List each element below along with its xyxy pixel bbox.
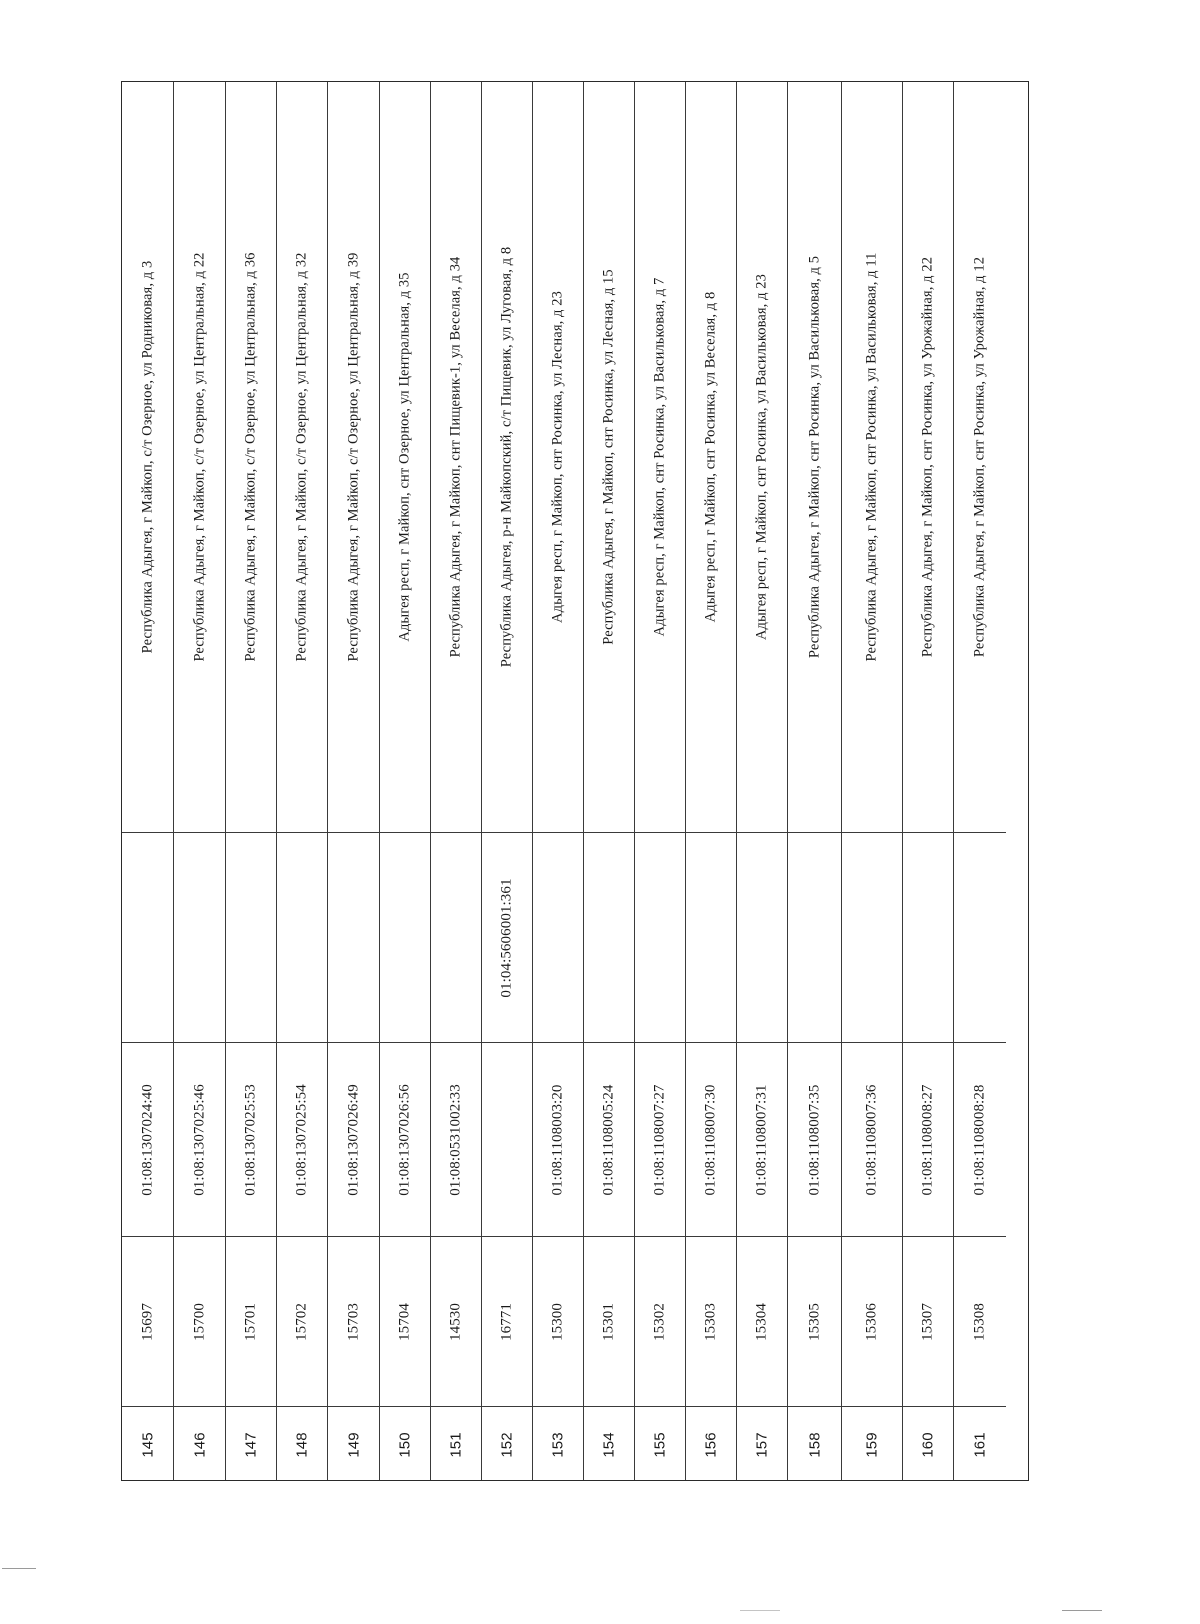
num-text: 151: [447, 1431, 465, 1458]
address-cell: [954, 82, 1006, 832]
row-number-cell: [842, 1406, 902, 1482]
scan-artifact: [740, 1610, 780, 1611]
cadastral-number-cell: [954, 832, 1006, 1042]
num-text: 146: [191, 1431, 208, 1458]
address-text: Республика Адыгея, г Майкоп, с/т Озерное, ул Центральная, д 39: [345, 252, 361, 662]
table-row: [903, 82, 954, 1480]
num-text: 155: [651, 1431, 669, 1458]
address-cell: [686, 82, 736, 832]
id-text: 15302: [651, 1302, 668, 1341]
id-text: 15308: [971, 1302, 988, 1341]
id-text: 15701: [242, 1302, 259, 1341]
scan-artifact: [2, 1568, 36, 1569]
address-cell: [174, 82, 225, 832]
id-text: 15300: [549, 1302, 566, 1341]
parcel-number-cell: [954, 1042, 1006, 1236]
table-row: [737, 82, 788, 1480]
cadastral-number-cell: [277, 832, 327, 1042]
num-text: 149: [345, 1431, 362, 1458]
address-text: Республика Адыгея, г Майкоп, снт Росинка, ул Урожайная, д 12: [971, 256, 988, 658]
num-text: 154: [600, 1431, 618, 1458]
row-number-cell: [122, 1406, 173, 1482]
object-id-cell: [533, 1236, 583, 1406]
table-row: [788, 82, 842, 1480]
address-cell: [737, 82, 787, 832]
parcel-text: 01:08:1307026:56: [396, 1083, 413, 1196]
address-cell: [431, 82, 481, 832]
table-row: [226, 82, 277, 1480]
id-text: 15704: [396, 1302, 413, 1341]
parcel-number-cell: [277, 1042, 327, 1236]
address-cell: [635, 82, 685, 832]
address-cell: [122, 82, 173, 832]
cadastral-number-cell: [686, 832, 736, 1042]
row-number-cell: [954, 1406, 1006, 1482]
table-row: [174, 82, 226, 1480]
parcel-text: 01:08:1108008:28: [971, 1083, 988, 1196]
object-id-cell: [380, 1236, 430, 1406]
cadastral-number-cell: [380, 832, 430, 1042]
table-row: [635, 82, 686, 1480]
cadastral-number-cell: [431, 832, 481, 1042]
object-id-cell: [277, 1236, 327, 1406]
row-number-cell: [788, 1406, 841, 1482]
row-number-cell: [686, 1406, 736, 1482]
num-text: 148: [293, 1431, 311, 1458]
num-text: 145: [139, 1431, 156, 1458]
address-cell: [277, 82, 327, 832]
object-id-cell: [903, 1236, 953, 1406]
registry-table: [121, 81, 1029, 1481]
cadastral-number-cell: [226, 832, 276, 1042]
cadastral-number-cell: [584, 832, 634, 1042]
parcel-text: 01:08:0531002:33: [447, 1083, 464, 1196]
address-text: Адыгея респ, г Майкоп, снт Росинка, ул Лесная, д 23: [549, 291, 566, 623]
table-row: [122, 82, 174, 1480]
id-text: 15702: [293, 1302, 310, 1341]
parcel-text: 01:08:1108008:27: [919, 1083, 936, 1196]
cadastral-number-cell: [174, 832, 225, 1042]
address-text: Адыгея респ, г Майкоп, снт Росинка, ул Васильковая, д 23: [753, 273, 770, 641]
object-id-cell: [954, 1236, 1006, 1406]
id-text: 15305: [806, 1302, 822, 1341]
object-id-cell: [635, 1236, 685, 1406]
object-id-cell: [842, 1236, 902, 1406]
table-row: [431, 82, 482, 1480]
cadastral-number-cell: [328, 832, 379, 1042]
address-cell: [842, 82, 902, 832]
num-text: 150: [396, 1431, 414, 1458]
row-number-cell: [482, 1406, 532, 1482]
table-row: [277, 82, 328, 1480]
address-cell: [584, 82, 634, 832]
parcel-text: 01:08:1108007:35: [806, 1083, 822, 1196]
row-number-cell: [174, 1406, 225, 1482]
parcel-text: 01:08:1307025:53: [242, 1083, 259, 1196]
id-text: 16771: [498, 1302, 515, 1341]
row-number-cell: [903, 1406, 953, 1482]
row-number-cell: [380, 1406, 430, 1482]
row-number-cell: [277, 1406, 327, 1482]
address-text: Республика Адыгея, г Майкоп, с/т Озерное, ул Центральная, д 32: [293, 252, 310, 662]
num-text: 160: [919, 1431, 937, 1458]
parcel-number-cell: [842, 1042, 902, 1236]
cadastral-text: 01:04:5606001:361: [498, 877, 515, 998]
id-text: 14530: [447, 1302, 464, 1341]
address-text: Республика Адыгея, г Майкоп, с/т Озерное, ул Родниковая, д 3: [139, 260, 155, 654]
table-row: [380, 82, 431, 1480]
cadastral-number-cell: [533, 832, 583, 1042]
parcel-number-cell: [122, 1042, 173, 1236]
parcel-number-cell: [584, 1042, 634, 1236]
object-id-cell: [584, 1236, 634, 1406]
address-cell: [226, 82, 276, 832]
address-text: Адыгея респ, г Майкоп, снт Озерное, ул Центральная, д 35: [396, 272, 413, 642]
parcel-number-cell: [686, 1042, 736, 1236]
num-text: 158: [806, 1431, 823, 1458]
address-text: Адыгея респ, г Майкоп, снт Росинка, ул Васильковая, д 7: [651, 277, 668, 637]
address-cell: [788, 82, 841, 832]
parcel-text: 01:08:1108007:27: [651, 1083, 668, 1196]
parcel-number-cell: [226, 1042, 276, 1236]
row-number-cell: [328, 1406, 379, 1482]
parcel-text: 01:08:1307024:40: [139, 1083, 155, 1196]
table-row: [533, 82, 584, 1480]
address-cell: [482, 82, 532, 832]
cadastral-number-cell: [842, 832, 902, 1042]
parcel-number-cell: [328, 1042, 379, 1236]
address-text: Республика Адыгея, г Майкоп, с/т Озерное, ул Центральная, д 36: [242, 252, 259, 662]
address-text: Республика Адыгея, г Майкоп, снт Росинка, ул Васильковая, д 11: [863, 252, 880, 662]
num-text: 152: [498, 1431, 516, 1458]
parcel-text: 01:08:1108007:36: [863, 1083, 880, 1196]
num-text: 156: [702, 1431, 720, 1458]
id-text: 15697: [139, 1302, 155, 1341]
table-row: [584, 82, 635, 1480]
object-id-cell: [686, 1236, 736, 1406]
address-text: Республика Адыгея, г Майкоп, снт Росинка, ул Урожайная, д 22: [919, 256, 936, 658]
id-text: 15700: [191, 1302, 207, 1341]
object-id-cell: [328, 1236, 379, 1406]
parcel-number-cell: [788, 1042, 841, 1236]
parcel-text: 01:08:1108007:31: [753, 1083, 770, 1196]
object-id-cell: [226, 1236, 276, 1406]
num-text: 161: [971, 1431, 989, 1458]
address-cell: [380, 82, 430, 832]
address-text: Республика Адыгея, г Майкоп, снт Пищевик-1, ул Веселая, д 34: [447, 256, 464, 658]
parcel-number-cell: [380, 1042, 430, 1236]
parcel-number-cell: [431, 1042, 481, 1236]
row-number-cell: [533, 1406, 583, 1482]
address-cell: [328, 82, 379, 832]
parcel-text: 01:08:1307026:49: [345, 1083, 361, 1196]
row-number-cell: [226, 1406, 276, 1482]
address-text: Адыгея респ, г Майкоп, снт Росинка, ул Веселая, д 8: [702, 291, 719, 623]
parcel-text: 01:08:1307025:46: [191, 1083, 207, 1196]
parcel-number-cell: [482, 1042, 532, 1236]
cadastral-number-cell: [482, 832, 532, 1042]
parcel-number-cell: [737, 1042, 787, 1236]
table-row: [954, 82, 1006, 1480]
id-text: 15301: [600, 1302, 617, 1341]
address-text: Республика Адыгея, г Майкоп, снт Росинка, ул Лесная, д 15: [600, 269, 617, 645]
parcel-text: 01:08:1108007:30: [702, 1083, 719, 1196]
id-text: 15703: [345, 1302, 361, 1341]
id-text: 15303: [702, 1302, 719, 1341]
address-text: Республика Адыгея, г Майкоп, снт Росинка, ул Васильковая, д 5: [806, 255, 822, 659]
row-number-cell: [737, 1406, 787, 1482]
row-number-cell: [635, 1406, 685, 1482]
num-text: 159: [863, 1431, 881, 1458]
parcel-text: 01:08:1307025:54: [293, 1083, 310, 1196]
scan-artifact: [1062, 1610, 1102, 1611]
parcel-text: 01:08:1108003:20: [549, 1083, 566, 1196]
id-text: 15307: [919, 1302, 936, 1341]
table-row: [328, 82, 380, 1480]
parcel-number-cell: [635, 1042, 685, 1236]
object-id-cell: [788, 1236, 841, 1406]
address-text: Республика Адыгея, г Майкоп, с/т Озерное, ул Центральная, д 22: [191, 252, 207, 662]
object-id-cell: [174, 1236, 225, 1406]
table-row: [842, 82, 903, 1480]
num-text: 153: [549, 1431, 567, 1458]
parcel-number-cell: [533, 1042, 583, 1236]
object-id-cell: [482, 1236, 532, 1406]
cadastral-number-cell: [737, 832, 787, 1042]
address-cell: [903, 82, 953, 832]
parcel-number-cell: [174, 1042, 225, 1236]
address-text: Республика Адыгея, р-н Майкопский, с/т Пищевик, ул Луговая, д 8: [498, 246, 515, 668]
table-row: [482, 82, 533, 1480]
id-text: 15306: [863, 1302, 880, 1341]
cadastral-number-cell: [788, 832, 841, 1042]
table-row: [686, 82, 737, 1480]
cadastral-number-cell: [903, 832, 953, 1042]
num-text: 157: [753, 1431, 771, 1458]
address-cell: [533, 82, 583, 832]
object-id-cell: [737, 1236, 787, 1406]
row-number-cell: [584, 1406, 634, 1482]
object-id-cell: [431, 1236, 481, 1406]
parcel-number-cell: [903, 1042, 953, 1236]
id-text: 15304: [753, 1302, 770, 1341]
num-text: 147: [242, 1431, 260, 1458]
row-number-cell: [431, 1406, 481, 1482]
cadastral-number-cell: [122, 832, 173, 1042]
cadastral-number-cell: [635, 832, 685, 1042]
parcel-text: 01:08:1108005:24: [600, 1083, 617, 1196]
object-id-cell: [122, 1236, 173, 1406]
